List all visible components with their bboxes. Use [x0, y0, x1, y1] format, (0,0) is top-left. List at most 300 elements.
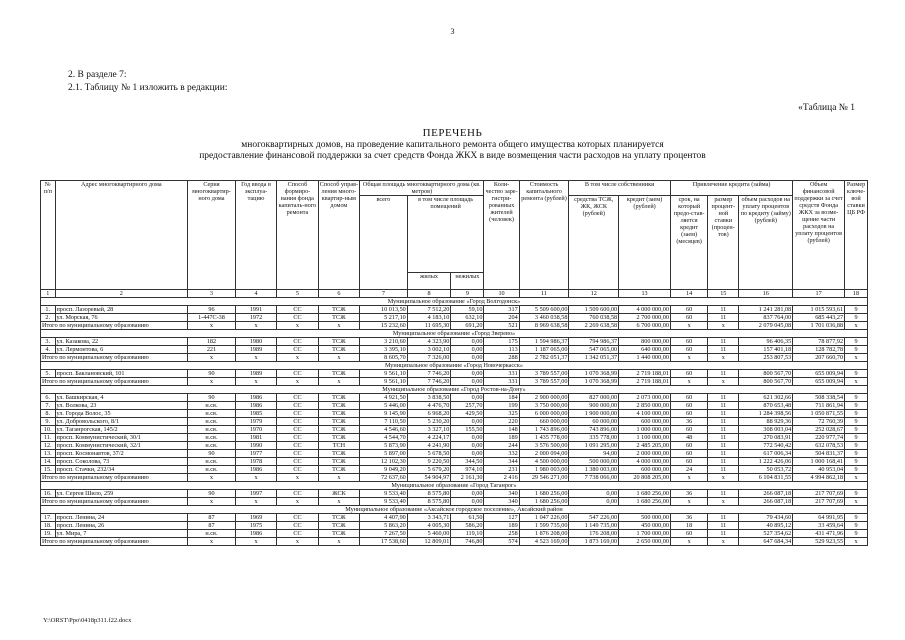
total-cell: x	[235, 498, 276, 506]
total-cell: x	[235, 474, 276, 482]
table-row	[41, 458, 868, 466]
total-label: Итого по муниципальному образованию	[41, 322, 188, 330]
table-cell: СС	[277, 442, 318, 450]
total-cell: x	[845, 354, 868, 362]
table-row	[41, 402, 868, 410]
table-cell: 1990	[235, 442, 276, 450]
table-cell: 1985	[235, 410, 276, 418]
table-cell: 60	[670, 394, 707, 402]
total-cell: 1 070 368,99	[569, 378, 619, 386]
table-cell: 1 900 000,00	[569, 410, 619, 418]
table-cell: ул. Сергея Шило, 259	[55, 490, 188, 498]
table-cell: 36	[670, 514, 707, 522]
table-label: «Таблица № 1	[798, 103, 855, 113]
table-cell: 4 500 000,00	[519, 458, 569, 466]
table-cell: 1 149 735,00	[569, 522, 619, 530]
table-cell: 60	[670, 426, 707, 434]
table-cell: 900 000,00	[569, 402, 619, 410]
column-index-cell: 10	[484, 290, 519, 298]
table-cell: 16.	[41, 490, 56, 498]
table-cell: ТСН	[318, 442, 359, 450]
table-cell: 7 746,20	[407, 370, 451, 378]
table-cell: 3 460 038,58	[519, 314, 569, 322]
column-index-cell: 5	[277, 290, 318, 298]
table-cell: 11	[708, 394, 739, 402]
table-cell: ТСЖ	[318, 466, 359, 474]
table-cell: 11	[708, 306, 739, 314]
total-cell: 0,00	[451, 354, 484, 362]
total-label: Итого по муниципальному образованию	[41, 354, 188, 362]
group-header-row	[41, 330, 868, 338]
table-cell: 4 005,30	[407, 522, 451, 530]
table-cell: 3 395,10	[360, 346, 408, 354]
total-cell: x	[318, 498, 359, 506]
table-cell: 2 850 000,00	[619, 402, 671, 410]
total-cell: x	[277, 474, 318, 482]
table-cell: 1997	[235, 490, 276, 498]
total-cell: 1 701 036,88	[793, 322, 845, 330]
table-cell: ул. Казакова, 22	[55, 338, 188, 346]
table-cell: 1972	[235, 314, 276, 322]
table-cell: 2 900 000,00	[519, 394, 569, 402]
group-name: Муниципальное образование «Город Ростов-на-Дону»	[41, 386, 868, 394]
header-address: Адрес многоквартирного дома	[55, 181, 188, 290]
total-cell: x	[235, 378, 276, 386]
page-number: 3	[450, 27, 455, 36]
table-cell: 600 000,00	[619, 418, 671, 426]
table-cell: 3 576 500,00	[519, 442, 569, 450]
table-cell: 3 002,10	[407, 346, 451, 354]
total-cell: 800 567,70	[739, 378, 793, 386]
table-cell: 258	[484, 530, 519, 538]
table-cell: 1 187 065,00	[519, 346, 569, 354]
table-cell: 204	[484, 314, 519, 322]
total-cell: 746,80	[451, 538, 484, 546]
table-cell: 3 750 000,00	[519, 402, 569, 410]
table-cell: СС	[277, 306, 318, 314]
column-index-cell: 14	[670, 290, 707, 298]
table-cell: н.св.	[188, 458, 236, 466]
table-cell: просп. Стачки, 232/34	[55, 466, 188, 474]
total-cell: 12 809,01	[407, 538, 451, 546]
total-cell: x	[708, 498, 739, 506]
table-cell: 870 653,48	[739, 402, 793, 410]
table-cell: 78 877,92	[793, 338, 845, 346]
table-cell: 36	[670, 490, 707, 498]
table-row	[41, 338, 868, 346]
total-cell: 8 969 638,58	[519, 322, 569, 330]
table-cell: 11	[708, 458, 739, 466]
table-cell: 431 471,96	[793, 530, 845, 538]
total-cell: 2 269 638,58	[569, 322, 619, 330]
column-index-cell: 8	[407, 290, 451, 298]
table-cell: 1 509 600,00	[569, 306, 619, 314]
table-cell: 50 053,72	[739, 466, 793, 474]
table-cell: 2 485 205,00	[619, 442, 671, 450]
table-cell: СС	[277, 402, 318, 410]
table-cell: 3 789 557,00	[519, 370, 569, 378]
table-cell: 340	[484, 490, 519, 498]
table-cell: 9	[845, 490, 868, 498]
header-loan-group: Привлечение кредита (займа)	[670, 181, 792, 196]
total-cell: x	[670, 498, 707, 506]
table-cell: 18	[670, 522, 707, 530]
table-cell: 9	[845, 346, 868, 354]
table-cell: ТСЖ	[318, 522, 359, 530]
table-cell: 113	[484, 346, 519, 354]
total-cell: x	[318, 378, 359, 386]
table-cell: 7 110,50	[360, 418, 408, 426]
table-cell: 270 083,91	[739, 434, 793, 442]
table-cell: просп. Лазоревый, 28	[55, 306, 188, 314]
total-cell: x	[708, 354, 739, 362]
table-cell: 11.	[41, 434, 56, 442]
table-cell: 974,10	[451, 466, 484, 474]
table-cell: 11	[708, 338, 739, 346]
total-cell: 1 873 169,00	[569, 538, 619, 546]
total-row	[41, 322, 868, 330]
total-cell: 288	[484, 354, 519, 362]
group-name: Муниципальное образование «Город Волгодонск»	[41, 298, 868, 306]
table-cell: 1970	[235, 426, 276, 434]
table-cell: 11	[708, 530, 739, 538]
table-row	[41, 394, 868, 402]
table-cell: 1-447С-38	[188, 314, 236, 322]
table-cell: 317	[484, 306, 519, 314]
table-cell: 0,00	[451, 346, 484, 354]
table-cell: 90	[188, 490, 236, 498]
table-row	[41, 370, 868, 378]
header-residents: Коли-чество заре-гистри-рованных жителей (человек)	[484, 181, 519, 290]
table-cell: 1 000 168,41	[793, 458, 845, 466]
table-cell: 17.	[41, 514, 56, 522]
table-cell: 257,70	[451, 402, 484, 410]
table-cell: 332	[484, 450, 519, 458]
table-cell: 5 678,50	[407, 450, 451, 458]
table-cell: 2.	[41, 314, 56, 322]
column-index-cell: 1	[41, 290, 56, 298]
table-cell: 59,10	[451, 306, 484, 314]
total-row	[41, 354, 868, 362]
table-cell: ТСЖ	[318, 394, 359, 402]
total-cell: 7 746,20	[407, 378, 451, 386]
table-cell: 655 009,94	[793, 370, 845, 378]
table-cell: 0,00	[451, 442, 484, 450]
table-cell: 40 895,12	[739, 522, 793, 530]
table-cell: 11	[708, 522, 739, 530]
table-cell: ТСЖ	[318, 530, 359, 538]
total-cell: 8 575,80	[407, 498, 451, 506]
table-cell: 88 929,36	[739, 418, 793, 426]
total-cell: 72 637,60	[360, 474, 408, 482]
table-cell: 157 401,18	[739, 346, 793, 354]
table-cell: 9 049,20	[360, 466, 408, 474]
table-cell: 96	[188, 306, 236, 314]
table-cell: 1 980 003,00	[519, 466, 569, 474]
column-index-cell: 6	[318, 290, 359, 298]
table-cell: 60 000,00	[569, 418, 619, 426]
table-cell: 60	[670, 346, 707, 354]
table-cell: просп. Соколова, 73	[55, 458, 188, 466]
table-cell: 87	[188, 522, 236, 530]
table-cell: 5 873,90	[360, 442, 408, 450]
total-cell: x	[670, 322, 707, 330]
table-cell: ул. Волкова, 23	[55, 402, 188, 410]
header-fund-method: Способ формиро-вания фонда капиталь-ного ремонта	[277, 181, 318, 290]
table-cell: 8.	[41, 410, 56, 418]
table-cell: ТСЖ	[318, 338, 359, 346]
table-cell: 600 000,00	[619, 466, 671, 474]
table-cell: 4 100 000,00	[619, 410, 671, 418]
total-cell: 217 707,69	[793, 498, 845, 506]
table-cell: 176 208,00	[569, 530, 619, 538]
table-cell: 1 680 256,00	[619, 490, 671, 498]
total-cell: x	[708, 378, 739, 386]
total-cell: 1 440 000,00	[619, 354, 671, 362]
table-cell: 1986	[235, 402, 276, 410]
total-cell: 7 738 066,00	[569, 474, 619, 482]
table-row	[41, 466, 868, 474]
table-cell: 3 343,71	[407, 514, 451, 522]
table-cell: 12.	[41, 442, 56, 450]
table-cell: 4 000 000,00	[619, 306, 671, 314]
table-cell: 760 038,58	[569, 314, 619, 322]
table-cell: н.св.	[188, 466, 236, 474]
table-cell: 1 380 003,00	[569, 466, 619, 474]
table-cell: 547 226,00	[569, 514, 619, 522]
total-cell: x	[670, 378, 707, 386]
table-cell: 9	[845, 522, 868, 530]
table-cell: 1 222 426,06	[739, 458, 793, 466]
table-cell: 1975	[235, 522, 276, 530]
table-cell: 5 230,20	[407, 418, 451, 426]
table-cell: СС	[277, 522, 318, 530]
total-cell: x	[670, 354, 707, 362]
header-year: Год ввода в эксплуа-тацию	[235, 181, 276, 290]
table-cell: 189	[484, 434, 519, 442]
table-cell: просп. Коммунистический, 30/1	[55, 434, 188, 442]
total-cell: 266 087,18	[739, 498, 793, 506]
table-cell: 4.	[41, 346, 56, 354]
table-cell: 127	[484, 514, 519, 522]
table-cell: 1 100 000,00	[619, 434, 671, 442]
total-cell: 3 789 557,00	[519, 378, 569, 386]
table-cell: СС	[277, 338, 318, 346]
table-cell: 220 977,74	[793, 434, 845, 442]
table-row	[41, 514, 868, 522]
table-row	[41, 442, 868, 450]
table-cell: 6 968,20	[407, 410, 451, 418]
table-cell: ТСЖ	[318, 434, 359, 442]
header-num: № п/п	[41, 181, 56, 290]
table-cell: 9	[845, 370, 868, 378]
table-cell: СС	[277, 514, 318, 522]
table-cell: 64 991,95	[793, 514, 845, 522]
table-cell: 128 782,78	[793, 346, 845, 354]
total-cell: x	[670, 474, 707, 482]
table-cell: СС	[277, 490, 318, 498]
table-cell: 0,00	[451, 338, 484, 346]
table-cell: просп. Космонавтов, 37/2	[55, 450, 188, 458]
header-fund-support: Объем финансовой поддержки за счет средств Фонда ЖКХ за возме-щение части расходов на уплату процентов (рублей)	[793, 181, 845, 290]
table-cell: ТСЖ	[318, 402, 359, 410]
table-cell: СС	[277, 370, 318, 378]
table-cell: 4 224,17	[407, 434, 451, 442]
header-loan-term: срок, на который предо-став-ляется кредит (заем) (месяцев)	[670, 196, 707, 290]
table-cell: 217 707,69	[793, 490, 845, 498]
total-cell: x	[845, 538, 868, 546]
table-cell: 10 013,50	[360, 306, 408, 314]
table-cell: 660 000,00	[519, 418, 569, 426]
table-cell: 7 512,20	[407, 306, 451, 314]
table-cell: 11	[708, 314, 739, 322]
table-cell: 4 546,60	[360, 426, 408, 434]
total-cell: 9 561,10	[360, 378, 408, 386]
table-cell: 79 434,60	[739, 514, 793, 522]
table-cell: ТСЖ	[318, 450, 359, 458]
table-cell: 11	[708, 410, 739, 418]
table-cell: 61,50	[451, 514, 484, 522]
column-index-cell: 17	[793, 290, 845, 298]
table-cell: СС	[277, 434, 318, 442]
group-header-row	[41, 506, 868, 514]
table-cell: 9	[845, 426, 868, 434]
table-cell: 9	[845, 514, 868, 522]
table-cell: 1 070 368,99	[569, 370, 619, 378]
table-cell: ул. Лермонтова, 6	[55, 346, 188, 354]
table-cell: 199	[484, 402, 519, 410]
table-cell: 5 679,20	[407, 466, 451, 474]
table-cell: 2 719 188,01	[619, 370, 671, 378]
table-row	[41, 434, 868, 442]
table-cell: 1977	[235, 450, 276, 458]
table-cell: 9	[845, 530, 868, 538]
total-cell: 253 807,53	[739, 354, 793, 362]
table-cell: 5 446,00	[360, 402, 408, 410]
table-cell: 308 003,04	[739, 426, 793, 434]
table-cell: 4 407,90	[360, 514, 408, 522]
table-cell: 1 876 208,00	[519, 530, 569, 538]
table-cell: 9 220,50	[407, 458, 451, 466]
table-cell: 9	[845, 458, 868, 466]
table-cell: 772 540,42	[739, 442, 793, 450]
total-cell: 7 326,00	[407, 354, 451, 362]
total-cell: 521	[484, 322, 519, 330]
column-index-cell: 9	[451, 290, 484, 298]
total-cell: 0,00	[569, 498, 619, 506]
table-cell: 5 217,10	[360, 314, 408, 322]
table-cell: 1 743 896,00	[519, 426, 569, 434]
table-cell: 252 028,67	[793, 426, 845, 434]
table-cell: 87	[188, 514, 236, 522]
table-cell: 9	[845, 434, 868, 442]
table-cell: ТСЖ	[318, 346, 359, 354]
table-cell: 504 831,37	[793, 450, 845, 458]
table-cell: 500 000,00	[569, 458, 619, 466]
table-cell: 0,00	[451, 394, 484, 402]
table-cell: 11	[708, 490, 739, 498]
total-cell: 6 104 831,55	[739, 474, 793, 482]
table-cell: 11	[708, 402, 739, 410]
table-cell: н.св.	[188, 402, 236, 410]
table-cell: 1.	[41, 306, 56, 314]
table-cell: 4 921,50	[360, 394, 408, 402]
table-cell: СС	[277, 426, 318, 434]
column-index-cell: 11	[519, 290, 569, 298]
table-cell: 827 000,00	[569, 394, 619, 402]
table-cell: 60	[670, 402, 707, 410]
group-header-row	[41, 386, 868, 394]
table-cell: ТСЖ	[318, 418, 359, 426]
total-cell: 1 342 051,37	[569, 354, 619, 362]
table-cell: 429,50	[451, 410, 484, 418]
total-cell: 4 523 169,00	[519, 538, 569, 546]
total-cell: x	[670, 538, 707, 546]
table-cell: 1969	[235, 514, 276, 522]
total-row	[41, 538, 868, 546]
table-cell: 155,50	[451, 426, 484, 434]
total-cell: x	[708, 538, 739, 546]
table-cell: 189	[484, 522, 519, 530]
table-cell: 685 443,27	[793, 314, 845, 322]
table-cell: 632,10	[451, 314, 484, 322]
column-index-cell: 13	[619, 290, 671, 298]
table-cell: 1 700 000,00	[619, 530, 671, 538]
table-cell: 1 435 778,00	[519, 434, 569, 442]
table-cell: 11	[708, 466, 739, 474]
total-cell: x	[318, 322, 359, 330]
total-cell: 29 546 271,00	[519, 474, 569, 482]
column-index-cell: 3	[188, 290, 236, 298]
table-cell: СС	[277, 450, 318, 458]
table-body	[41, 298, 868, 546]
table-cell: 33 459,64	[793, 522, 845, 530]
table-cell: 632 078,53	[793, 442, 845, 450]
table-cell: 221	[188, 346, 236, 354]
table-cell: 90	[188, 394, 236, 402]
table-cell: 231	[484, 466, 519, 474]
table-cell: 1 000 000,00	[619, 426, 671, 434]
total-cell: 2 650 000,00	[619, 538, 671, 546]
table-cell: 0,00	[451, 418, 484, 426]
table-cell: 331	[484, 370, 519, 378]
table-cell: 1986	[235, 466, 276, 474]
header-area-total: всего	[360, 196, 408, 290]
table-cell: 19.	[41, 530, 56, 538]
table-cell: 9 533,40	[360, 490, 408, 498]
total-cell: x	[845, 322, 868, 330]
column-index-cell: 4	[235, 290, 276, 298]
table-cell: 800 567,70	[739, 370, 793, 378]
table-cell: 5 460,00	[407, 530, 451, 538]
total-cell: 6 700 000,00	[619, 322, 671, 330]
table-cell: 14.	[41, 458, 56, 466]
table-cell: 8 575,80	[407, 490, 451, 498]
table-cell: 90	[188, 450, 236, 458]
table-cell: 244	[484, 442, 519, 450]
table-cell: 586,20	[451, 522, 484, 530]
group-name: Муниципальное образование «Аксайское городское поселение», Аксайский район	[41, 506, 868, 514]
total-cell: x	[708, 474, 739, 482]
footer-path: Y:\ORST\Ppo\0418p311.f22.docx	[43, 617, 132, 624]
register-table	[40, 180, 868, 546]
total-row	[41, 498, 868, 506]
table-cell: 119,10	[451, 530, 484, 538]
table-cell: 2 000 094,00	[519, 450, 569, 458]
table-cell: 9	[845, 466, 868, 474]
table-row	[41, 522, 868, 530]
table-cell: 11	[708, 370, 739, 378]
